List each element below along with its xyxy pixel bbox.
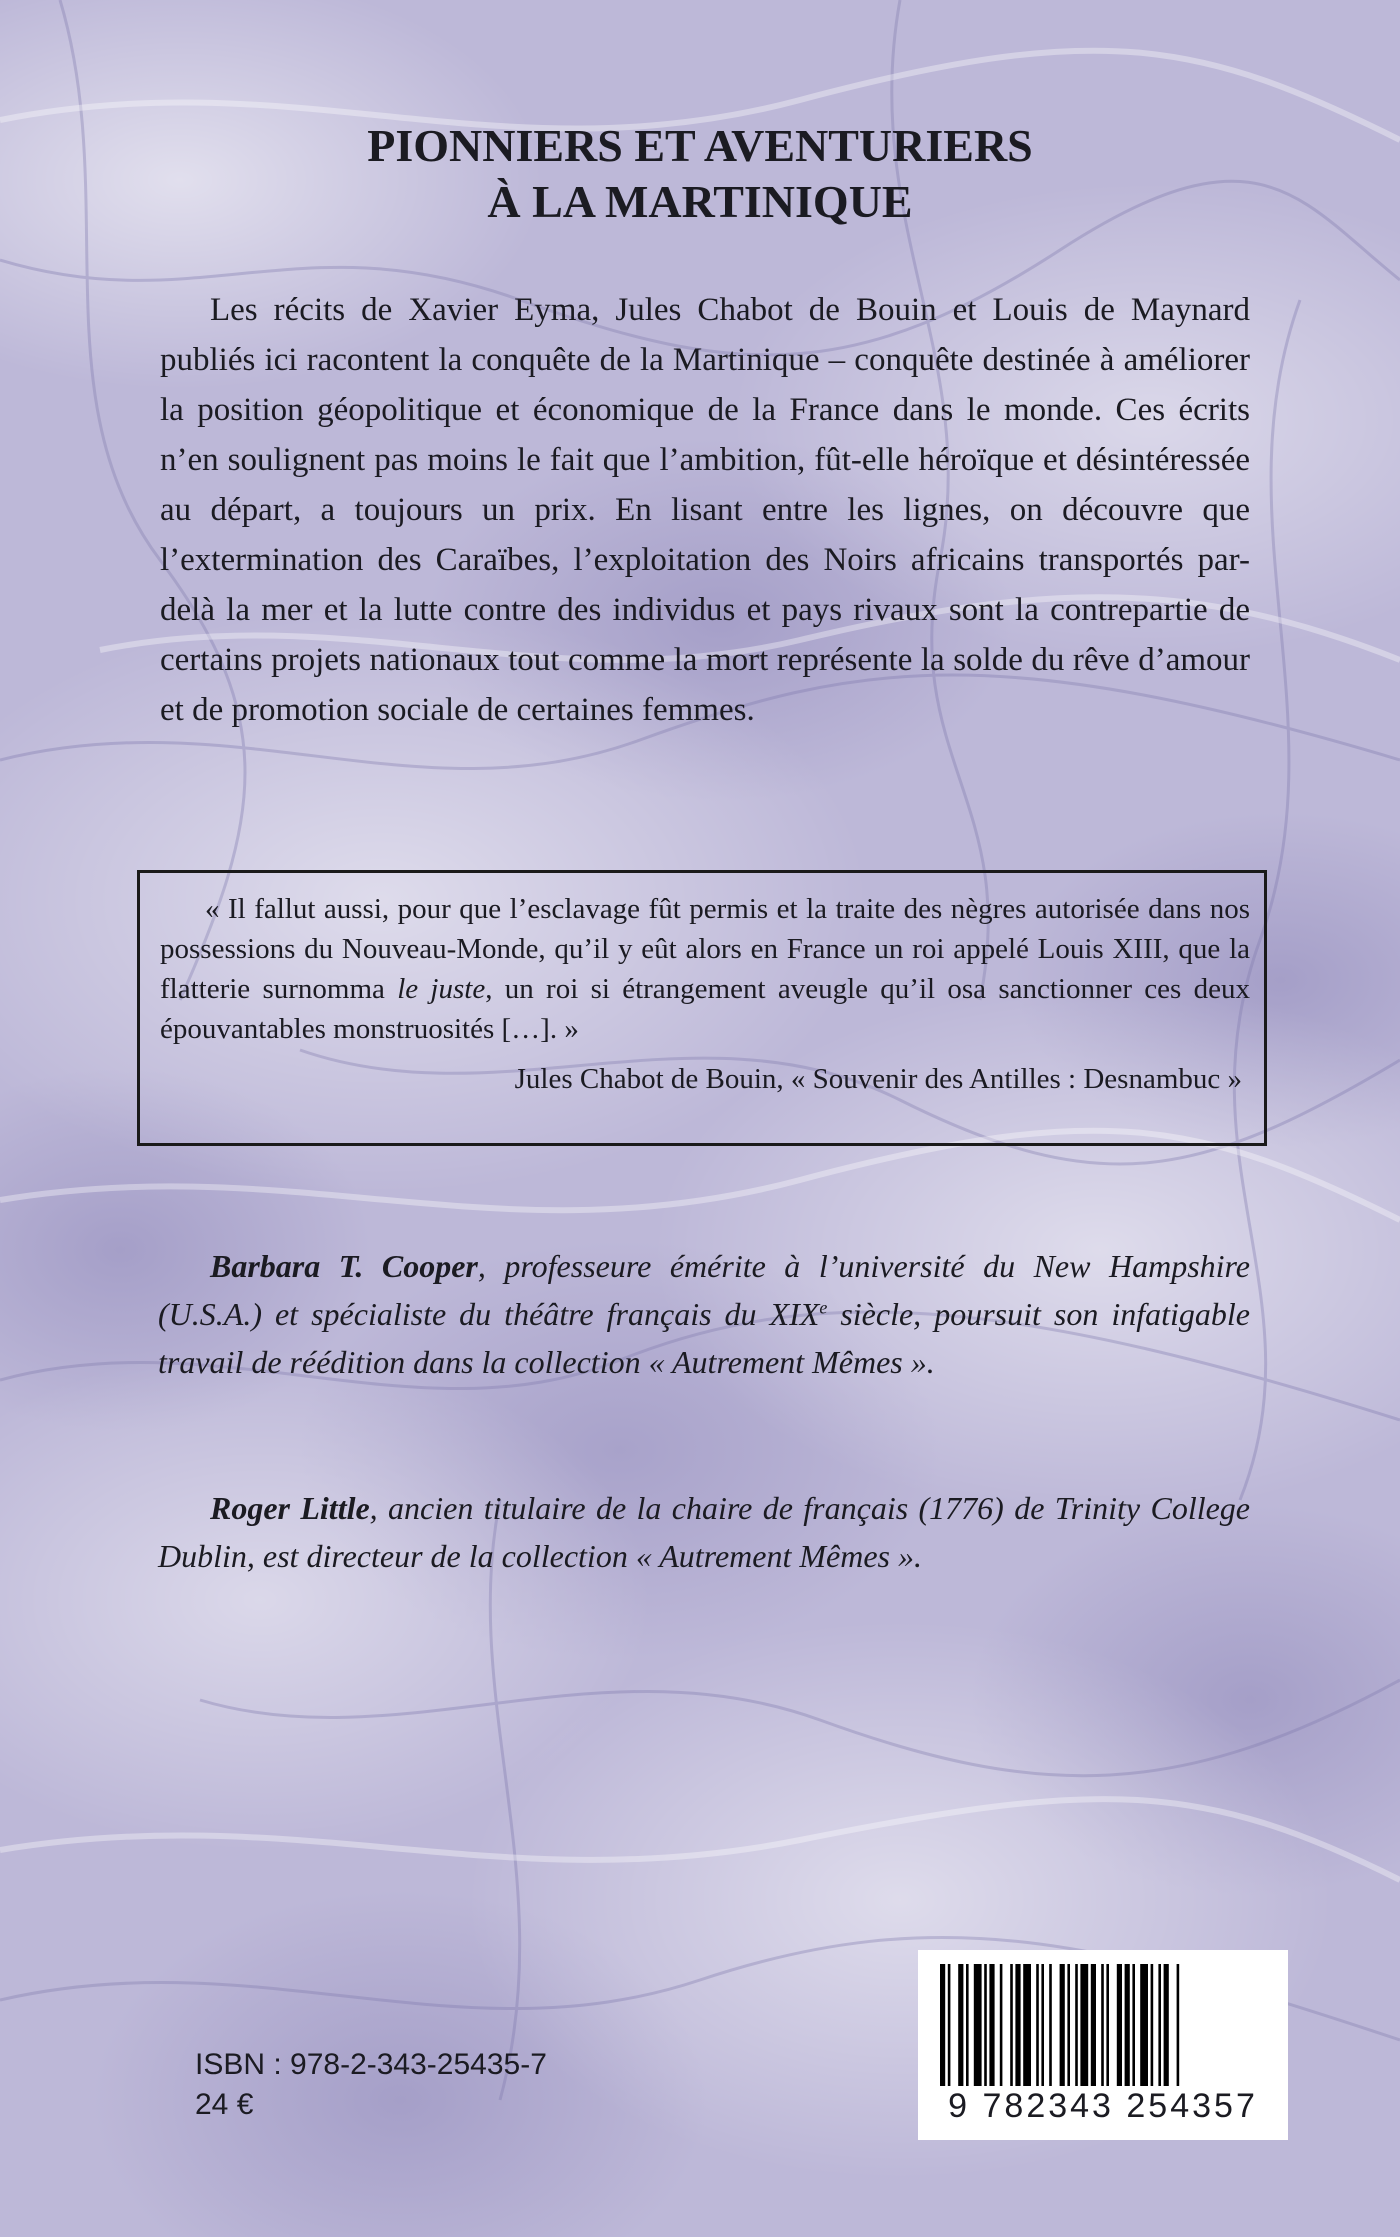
cooper-name: Barbara T. Cooper [210,1248,478,1284]
barcode-bar [1106,1964,1109,2086]
little-bio-text: , ancien titulaire de la chaire de français (1776) de Trinity College Dublin, est directeur de la collection « Autrement Mêmes ». [158,1490,1250,1574]
barcode-bar [1075,1964,1078,2086]
quote-text-part-2: , un roi si étrangement aveugle qu’il osa sanctionner ces deux épouvantables monstruosités […]. » [160,973,1251,1045]
barcode-bar [1177,1964,1180,2086]
barcode-bars [938,1964,1268,2086]
barcode-bar [1023,1964,1031,2086]
cooper-bio-text-2: siècle, poursuit son infatigable travail de réédition dans la collection « Autrement Mêmes ». [158,1296,1251,1380]
barcode-bar [1151,1964,1154,2086]
barcode-bar [1067,1964,1070,2086]
barcode-bar [989,1964,994,2086]
barcode-bar [966,1964,969,2086]
quote-text-part-1: « Il fallut aussi, pour que l’esclavage fût permis et la traite des nègres autorisée dans nos possessions du Nouveau-Monde, qu’il y eût alors en France un roi appelé Louis XIII, que la flatterie surnomma [160,893,1250,1005]
barcode-bar [1036,1964,1039,2086]
barcode-bar [1000,1964,1003,2086]
quote-box [137,870,1267,1146]
barcode [918,1950,1288,2140]
barcode-bar [1101,1964,1104,2086]
barcode-bar [1060,1964,1065,2086]
quote-text [160,889,1250,1049]
barcode-bar [1049,1964,1052,2086]
author-bio-cooper [158,1242,1250,1386]
barcode-bar [958,1964,963,2086]
barcode-bar [1158,1964,1161,2086]
barcode-bar [1140,1964,1148,2086]
barcode-bar [1041,1964,1044,2086]
price: 24 € [195,2088,254,2121]
barcode-bar [1010,1964,1013,2086]
isbn-block [195,2045,547,2125]
barcode-bar [1132,1964,1135,2086]
barcode-bar [974,1964,982,2086]
author-bio-little [158,1484,1250,1580]
barcode-bar [948,1964,951,2086]
barcode-digits: 9 782343 254357 [948,2087,1258,2125]
quote-italic: le juste [397,973,486,1005]
cooper-bio-text-1: , professeure émérite à l’université du New Hampshire (U.S.A.) et spécialiste du théâtre français du XIX [158,1248,1251,1332]
cooper-bio-sup: e [819,1297,828,1318]
barcode-bar [940,1964,945,2086]
barcode-bar [1117,1964,1122,2086]
barcode-bar [1091,1964,1096,2086]
title-line-1: PIONNIERS ET AVENTURIERS [367,120,1033,171]
barcode-bar [1080,1964,1088,2086]
barcode-bar [1015,1964,1020,2086]
barcode-bar [984,1964,987,2086]
barcode-bar [1164,1964,1169,2086]
title-line-2: À LA MARTINIQUE [487,176,913,227]
isbn-number: ISBN : 978-2-343-25435-7 [195,2048,547,2081]
barcode-bar [1125,1964,1130,2086]
summary-paragraph: Les récits de Xavier Eyma, Jules Chabot de Bouin et Louis de Maynard publiés ici racontent la conquête de la Martinique – conquête destinée à améliorer la position géopolitique et économique de la France dans le monde. Ces écrits n’en soulignent pas moins le fait que l’ambition, fût-elle héroïque et désintéressée au départ, a toujours un prix. En lisant entre les lignes, on découvre que l’extermination des Caraïbes, l’exploitation des Noirs africains transportés par-delà la mer et la lutte contre des individus et pays rivaux sont la contrepartie de certains projets nationaux tout comme la mort représente la solde du rêve d’amour et de promotion sociale de certaines femmes. [160,292,1250,728]
quote-attribution: Jules Chabot de Bouin, « Souvenir des Antilles : Desnambuc » [514,1063,1242,1095]
book-title [0,118,1400,230]
little-name: Roger Little [210,1490,370,1526]
